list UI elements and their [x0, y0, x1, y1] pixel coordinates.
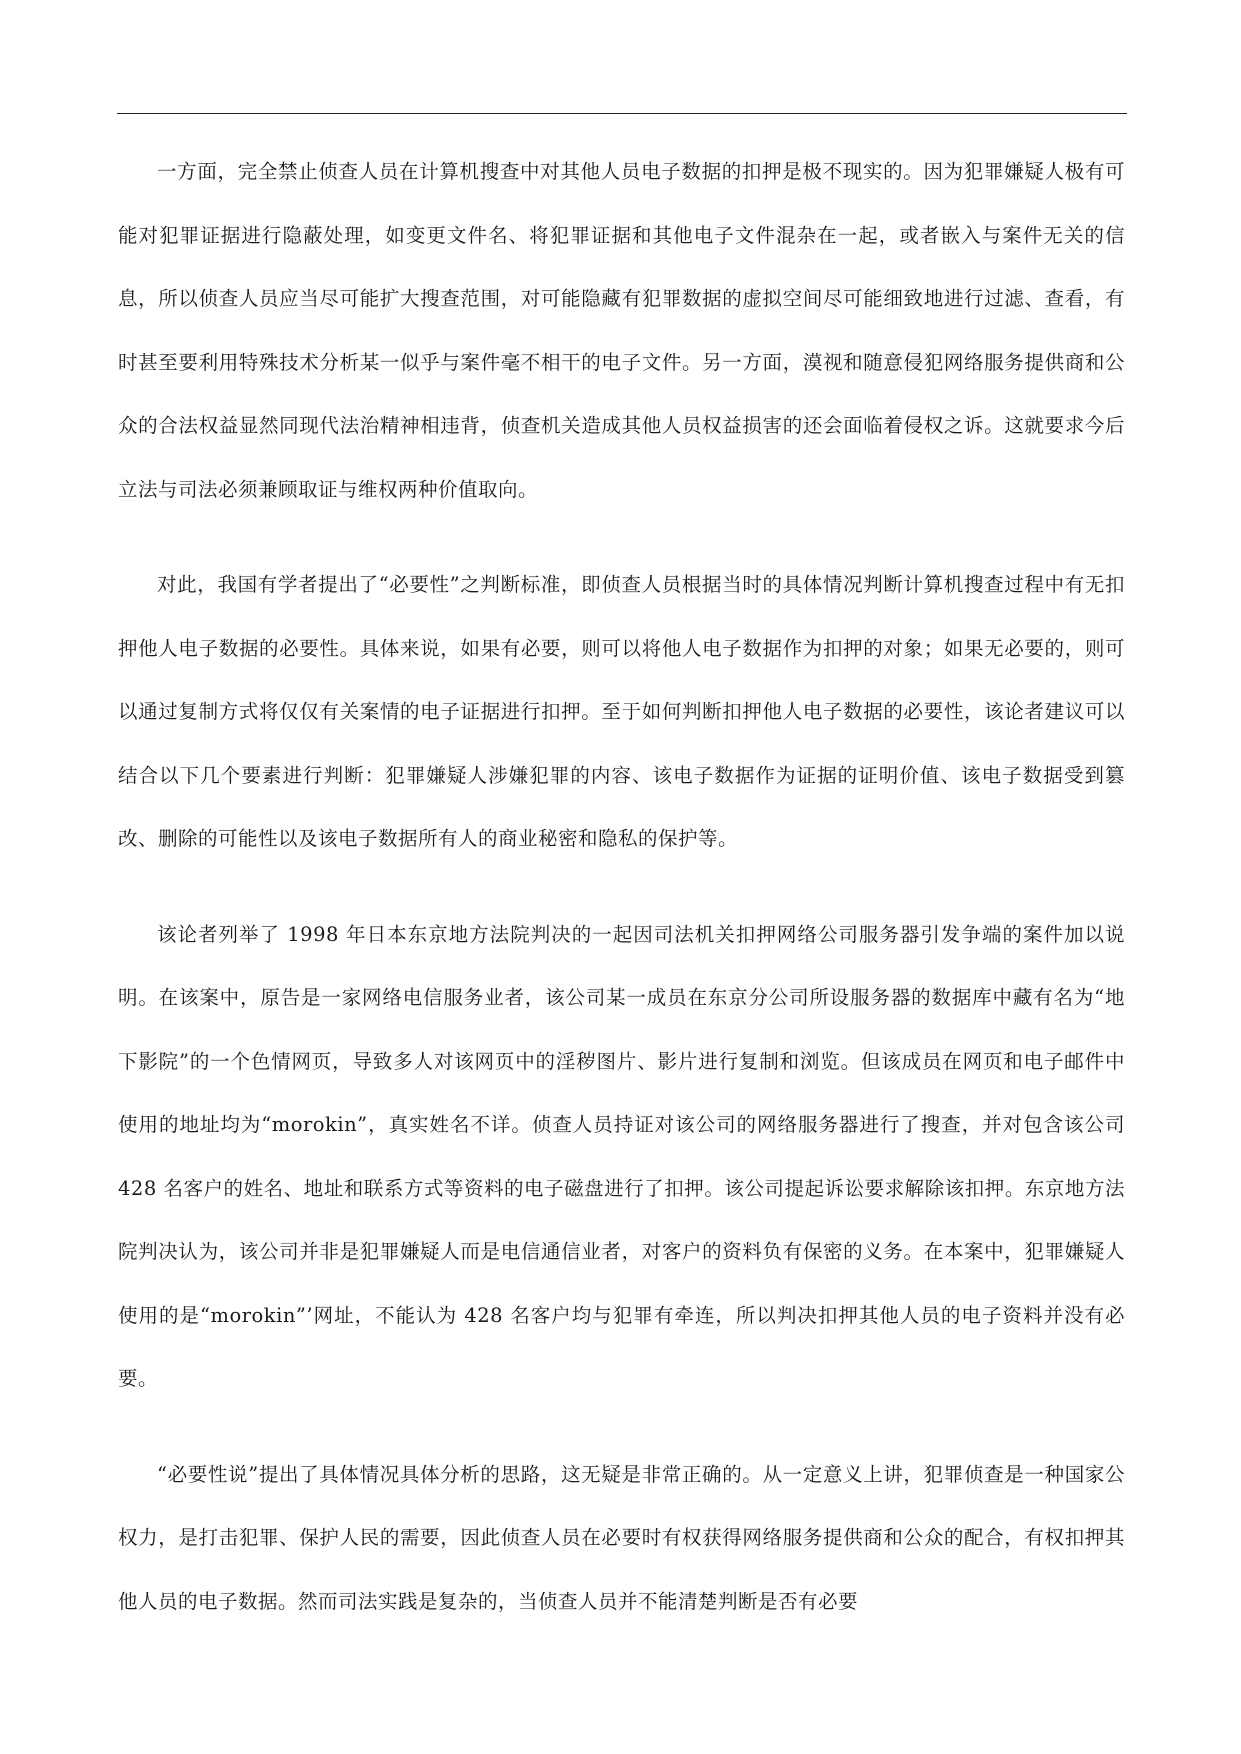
paragraph-1: 一方面，完全禁止侦查人员在计算机搜查中对其他人员电子数据的扣押是极不现实的。因为犯罪嫌疑人极有可能对犯罪证据进行隐蔽处理，如变更文件名、将犯罪证据和其他电子文件混杂在一起，或者嵌入与案件无关的信息，所以侦查人员应当尽可能扩大搜查范围，对可能隐藏有犯罪数据的虚拟空间尽可能细致地进行过滤、查看，有时甚至要利用特殊技术分析某一似乎与案件毫不相干的电子文件。另一方面，漠视和随意侵犯网络服务提供商和公众的合法权益显然同现代法治精神相违背，侦查机关造成其他人员权益损害的还会面临着侵权之诉。这就要求今后立法与司法必须兼顾取证与维权两种价值取向。 [118, 160, 1125, 501]
paragraph-2: 对此，我国有学者提出了“必要性”之判断标准，即侦查人员根据当时的具体情况判断计算机搜查过程中有无扣押他人电子数据的必要性。具体来说，如果有必要，则可以将他人电子数据作为扣押的对象；如果无必要的，则可以通过复制方式将仅仅有关案情的电子证据进行扣押。至于如何判断扣押他人电子数据的必要性，该论者建议可以结合以下几个要素进行判断：犯罪嫌疑人涉嫌犯罪的内容、该电子数据作为证据的证明价值、该电子数据受到篡改、删除的可能性以及该电子数据所有人的商业秘密和隐私的保护等。 [118, 573, 1125, 850]
paragraph-4: “必要性说”提出了具体情况具体分析的思路，这无疑是非常正确的。从一定意义上讲，犯罪侦查是一种国家公权力，是打击犯罪、保护人民的需要，因此侦查人员在必要时有权获得网络服务提供商和公众的配合，有权扣押其他人员的电子数据。然而司法实践是复杂的，当侦查人员并不能清楚判断是否有必要 [118, 1462, 1125, 1613]
document-body [118, 140, 1125, 1633]
paragraph-3: 该论者列举了 1998 年日本东京地方法院判决的一起因司法机关扣押网络公司服务器引发争端的案件加以说明。在该案中，原告是一家网络电信服务业者，该公司某一成员在东京分公司所设服务器的数据库中藏有名为“地下影院”的一个色情网页，导致多人对该网页中的淫秽图片、影片进行复制和浏览。但该成员在网页和电子邮件中使用的地址均为“morokin”，真实姓名不详。侦查人员持证对该公司的网络服务器进行了搜查，并对包含该公司 428 名客户的姓名、地址和联系方式等资料的电子磁盘进行了扣押。该公司提起诉讼要求解除该扣押。东京地方法院判决认为，该公司并非是犯罪嫌疑人而是电信通信业者，对客户的资料负有保密的义务。在本案中，犯罪嫌疑人使用的是“morokin”’网址，不能认为 428 名客户均与犯罪有牵连，所以判决扣押其他人员的电子资料并没有必要。 [118, 922, 1125, 1390]
header-rule [117, 113, 1127, 114]
